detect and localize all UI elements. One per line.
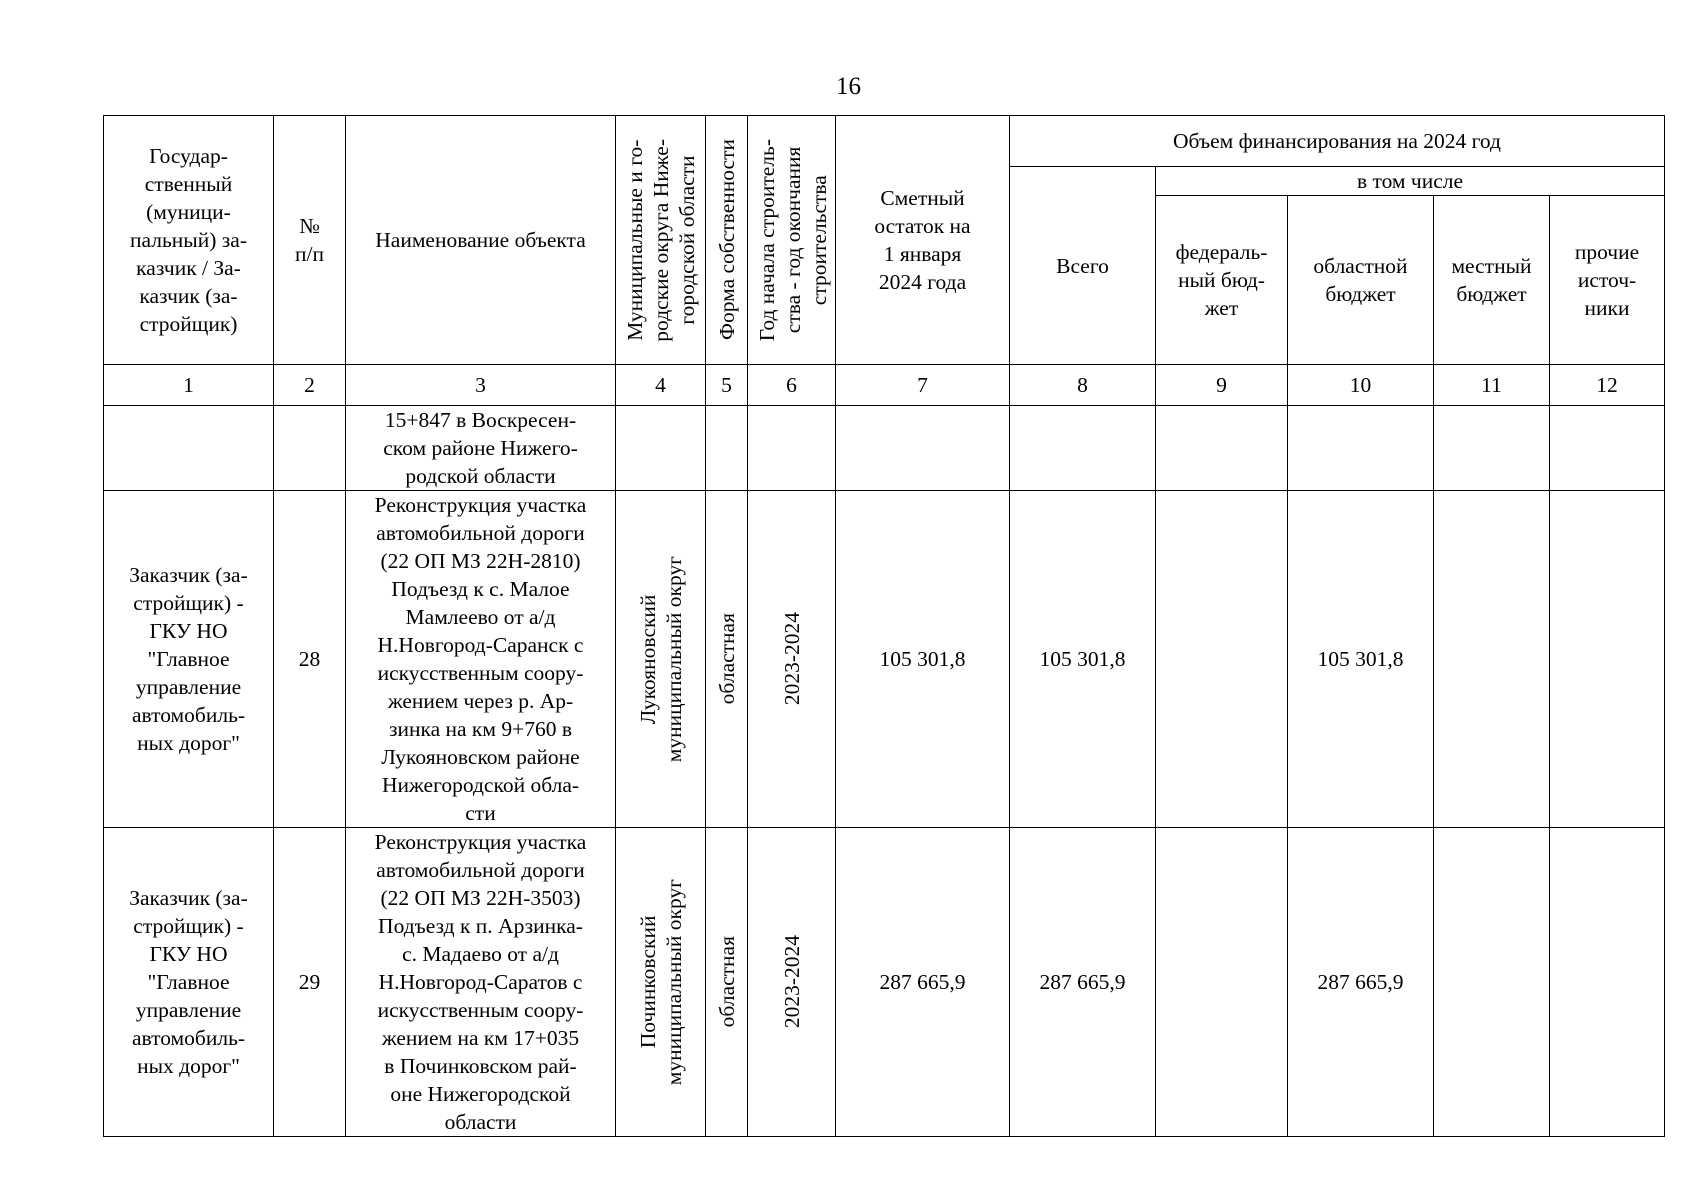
header-row-1 — [104, 116, 1665, 167]
row-customer: Заказчик (за- стройщик) - ГКУ НО "Главное управление автомобиль- ных дорог" — [104, 828, 274, 1137]
column-number: 11 — [1434, 365, 1550, 406]
row-balance: 287 665,9 — [836, 828, 1010, 1137]
header-customer: Государ- ственный (муници- пальный) за- казчик / За- казчик (за- стройщик) — [104, 116, 274, 365]
row-years-text: 2023-2024 — [779, 612, 804, 706]
row-customer — [104, 406, 274, 491]
row-object-name: Реконструкция участка автомобильной дороги (22 ОП МЗ 22Н-3503) Подъезд к п. Арзинка- с. Мадаево от а/д Н.Новгород-Саратов с искусственным соору- жением на км 17+035 в Починковском рай- оне Нижегородской области — [346, 828, 616, 1137]
row-ownership — [706, 828, 748, 1137]
header-district — [616, 116, 706, 365]
row-federal — [1156, 406, 1288, 491]
row-local — [1434, 828, 1550, 1137]
row-federal — [1156, 491, 1288, 828]
row-years — [748, 491, 836, 828]
table-row — [104, 828, 1665, 1137]
row-years — [748, 828, 836, 1137]
header-object-name: Наименование объекта — [346, 116, 616, 365]
row-balance: 105 301,8 — [836, 491, 1010, 828]
column-numbers-row — [104, 365, 1665, 406]
row-regional: 287 665,9 — [1288, 828, 1434, 1137]
column-number: 3 — [346, 365, 616, 406]
row-local — [1434, 491, 1550, 828]
row-district — [616, 406, 706, 491]
column-number: 4 — [616, 365, 706, 406]
row-other — [1550, 491, 1665, 828]
financing-table — [103, 115, 1665, 1137]
column-number: 6 — [748, 365, 836, 406]
column-number: 1 — [104, 365, 274, 406]
row-total — [1010, 406, 1156, 491]
column-number: 12 — [1550, 365, 1665, 406]
header-num: № п/п — [274, 116, 346, 365]
row-district — [616, 491, 706, 828]
header-other: прочие источ- ники — [1550, 196, 1665, 365]
header-ownership — [706, 116, 748, 365]
row-balance — [836, 406, 1010, 491]
row-customer: Заказчик (за- стройщик) - ГКУ НО "Главное управление автомобиль- ных дорог" — [104, 491, 274, 828]
header-funding: Объем финансирования на 2024 год — [1010, 116, 1665, 167]
column-number: 7 — [836, 365, 1010, 406]
header-including: в том числе — [1156, 167, 1665, 196]
header-district-text: Муниципальные и го- родские округа Ниже- городской области — [623, 138, 699, 342]
row-ownership — [706, 406, 748, 491]
header-local: местный бюджет — [1434, 196, 1550, 365]
row-years — [748, 406, 836, 491]
header-ownership-text: Форма собственности — [714, 139, 739, 341]
column-number: 8 — [1010, 365, 1156, 406]
header-years — [748, 116, 836, 365]
row-total: 105 301,8 — [1010, 491, 1156, 828]
header-federal: федераль- ный бюд- жет — [1156, 196, 1288, 365]
page-number: 16 — [836, 73, 861, 100]
row-num: 28 — [274, 491, 346, 828]
column-number: 9 — [1156, 365, 1288, 406]
row-district — [616, 828, 706, 1137]
column-number: 5 — [706, 365, 748, 406]
header-balance: Сметный остаток на 1 января 2024 года — [836, 116, 1010, 365]
row-regional: 105 301,8 — [1288, 491, 1434, 828]
row-ownership — [706, 491, 748, 828]
column-number: 2 — [274, 365, 346, 406]
row-other — [1550, 406, 1665, 491]
row-other — [1550, 828, 1665, 1137]
row-num: 29 — [274, 828, 346, 1137]
row-object-name: 15+847 в Воскресен- ском районе Нижего- родской области — [346, 406, 616, 491]
row-regional — [1288, 406, 1434, 491]
header-total: Всего — [1010, 167, 1156, 365]
row-federal — [1156, 828, 1288, 1137]
row-district-text: Починковский муниципальный округ — [635, 878, 686, 1086]
row-object-name: Реконструкция участка автомобильной дороги (22 ОП МЗ 22Н-2810) Подъезд к с. Малое Мамлеево от а/д Н.Новгород-Саранск с искусственным соору- жением через р. Ар- зинка на км 9+760 в Лукояновском районе Нижегородской обла- сти — [346, 491, 616, 828]
row-years-text: 2023-2024 — [779, 935, 804, 1029]
row-ownership-text: областная — [714, 613, 739, 705]
table-row — [104, 406, 1665, 491]
row-local — [1434, 406, 1550, 491]
row-district-text: Лукояновский муниципальный округ — [635, 555, 686, 763]
row-total: 287 665,9 — [1010, 828, 1156, 1137]
header-regional: областной бюджет — [1288, 196, 1434, 365]
header-years-text: Год начала строитель- ства - год окончания строительства — [755, 138, 831, 342]
row-ownership-text: областная — [714, 936, 739, 1028]
row-num — [274, 406, 346, 491]
table-row — [104, 491, 1665, 828]
column-number: 10 — [1288, 365, 1434, 406]
